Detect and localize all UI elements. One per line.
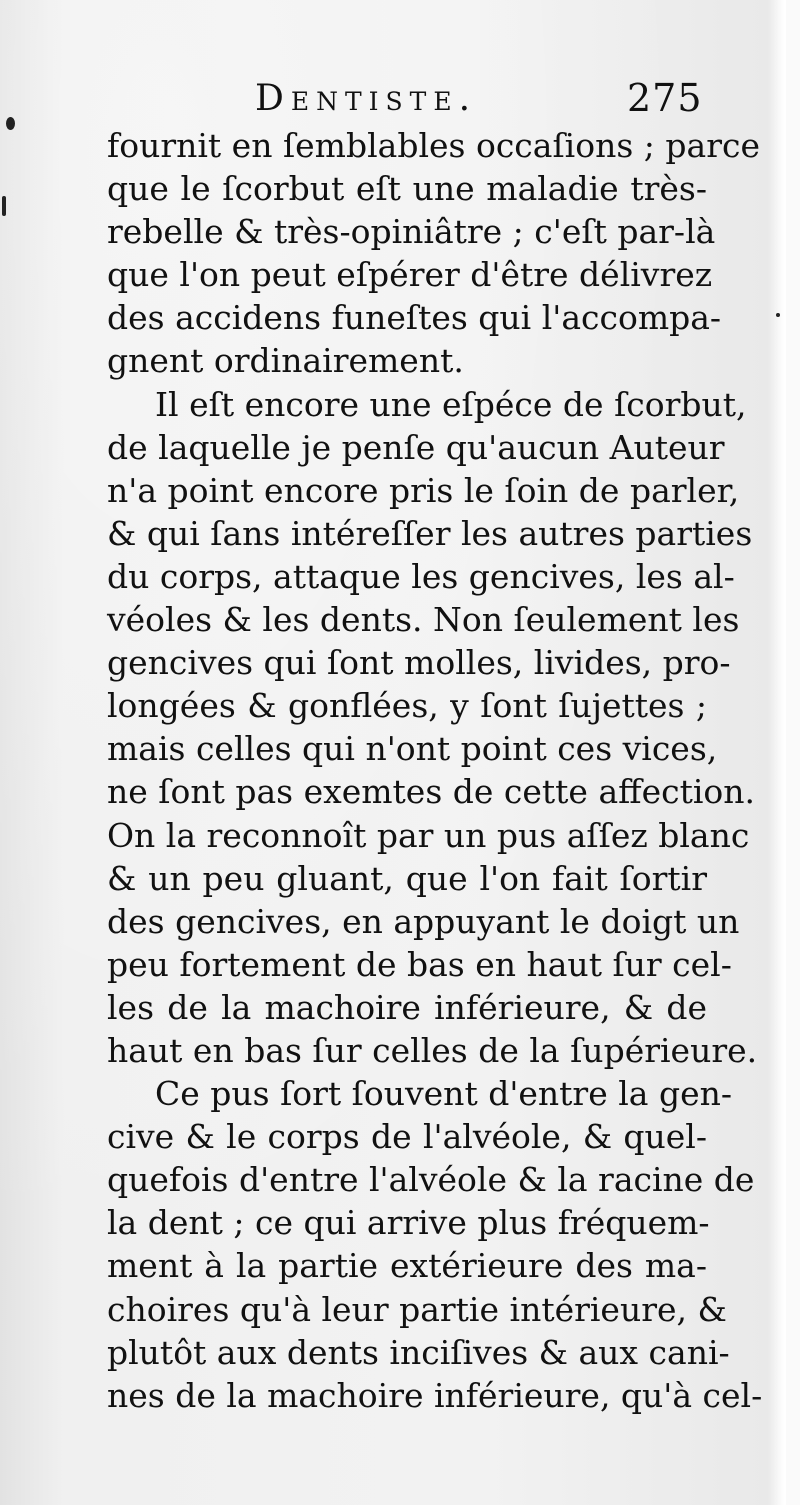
text-line: longées & gonflées, y ſont ſujettes ; xyxy=(107,686,707,726)
page-number: 275 xyxy=(627,76,703,120)
text-line: gencives qui ſont molles, livides, pro- xyxy=(107,643,731,683)
text-line: la dent ; ce qui arrive plus fréquem- xyxy=(107,1203,710,1243)
text-line: de laquelle je penſe qu'aucun Auteur xyxy=(107,427,725,467)
text-line: fournit en ſemblables occaſions ; parce xyxy=(107,126,760,165)
text-line: gnent ordinairement. xyxy=(107,341,464,381)
text-line: n'a point encore pris le ſoin de parler, xyxy=(107,470,740,510)
text-line: mais celles qui n'ont point ces vices, xyxy=(107,729,718,769)
text-line: & qui ſans intéreſſer les autres parties xyxy=(107,513,753,553)
text-line: du corps, attaque les gencives, les al- xyxy=(107,556,735,596)
text-line: nes de la machoire inférieure, qu'à cel- xyxy=(107,1375,763,1415)
text-line: les de la machoire inférieure, & de xyxy=(107,987,707,1027)
text-line: que l'on peut eſpérer d'être délivrez xyxy=(107,255,713,295)
text-line: Il eſt encore une eſpéce de ſcorbut, xyxy=(155,384,747,424)
page-edge xyxy=(786,0,800,1505)
ink-speck xyxy=(2,196,6,216)
text-line: choires qu'à leur partie intérieure, & xyxy=(107,1289,727,1329)
running-head: Dentiste. xyxy=(255,78,478,119)
page-header xyxy=(255,72,715,128)
text-line: rebelle & très-opiniâtre ; c'eſt par-là xyxy=(107,212,716,252)
body-text xyxy=(107,124,763,1417)
text-line: haut en bas ſur celles de la ſupérieure. xyxy=(107,1030,758,1070)
text-line: & un peu gluant, que l'on fait ſortir xyxy=(107,858,707,898)
text-line: quefois d'entre l'alvéole & la racine de xyxy=(107,1160,755,1200)
text-line: véoles & les dents. Non ſeulement les xyxy=(107,600,740,640)
text-line: des accidens funeſtes qui l'accompa- xyxy=(107,298,722,338)
ink-speck xyxy=(776,313,780,317)
text-line: plutôt aux dents inciſives & aux cani- xyxy=(107,1332,730,1372)
text-line: Ce pus ſort ſouvent d'entre la gen- xyxy=(155,1074,733,1114)
text-line: On la reconnoît par un pus aſſez blanc xyxy=(107,815,750,855)
text-line: que le ſcorbut eſt une maladie très- xyxy=(107,169,707,209)
text-line: cive & le corps de l'alvéole, & quel- xyxy=(107,1117,707,1157)
text-line: peu fortement de bas en haut ſur cel- xyxy=(107,944,732,984)
text-line: ne ſont pas exemtes de cette affection. xyxy=(107,772,756,812)
text-line: ment à la partie extérieure des ma- xyxy=(107,1246,707,1286)
text-line: des gencives, en appuyant le doigt un xyxy=(107,901,740,941)
ink-speck xyxy=(6,117,15,130)
